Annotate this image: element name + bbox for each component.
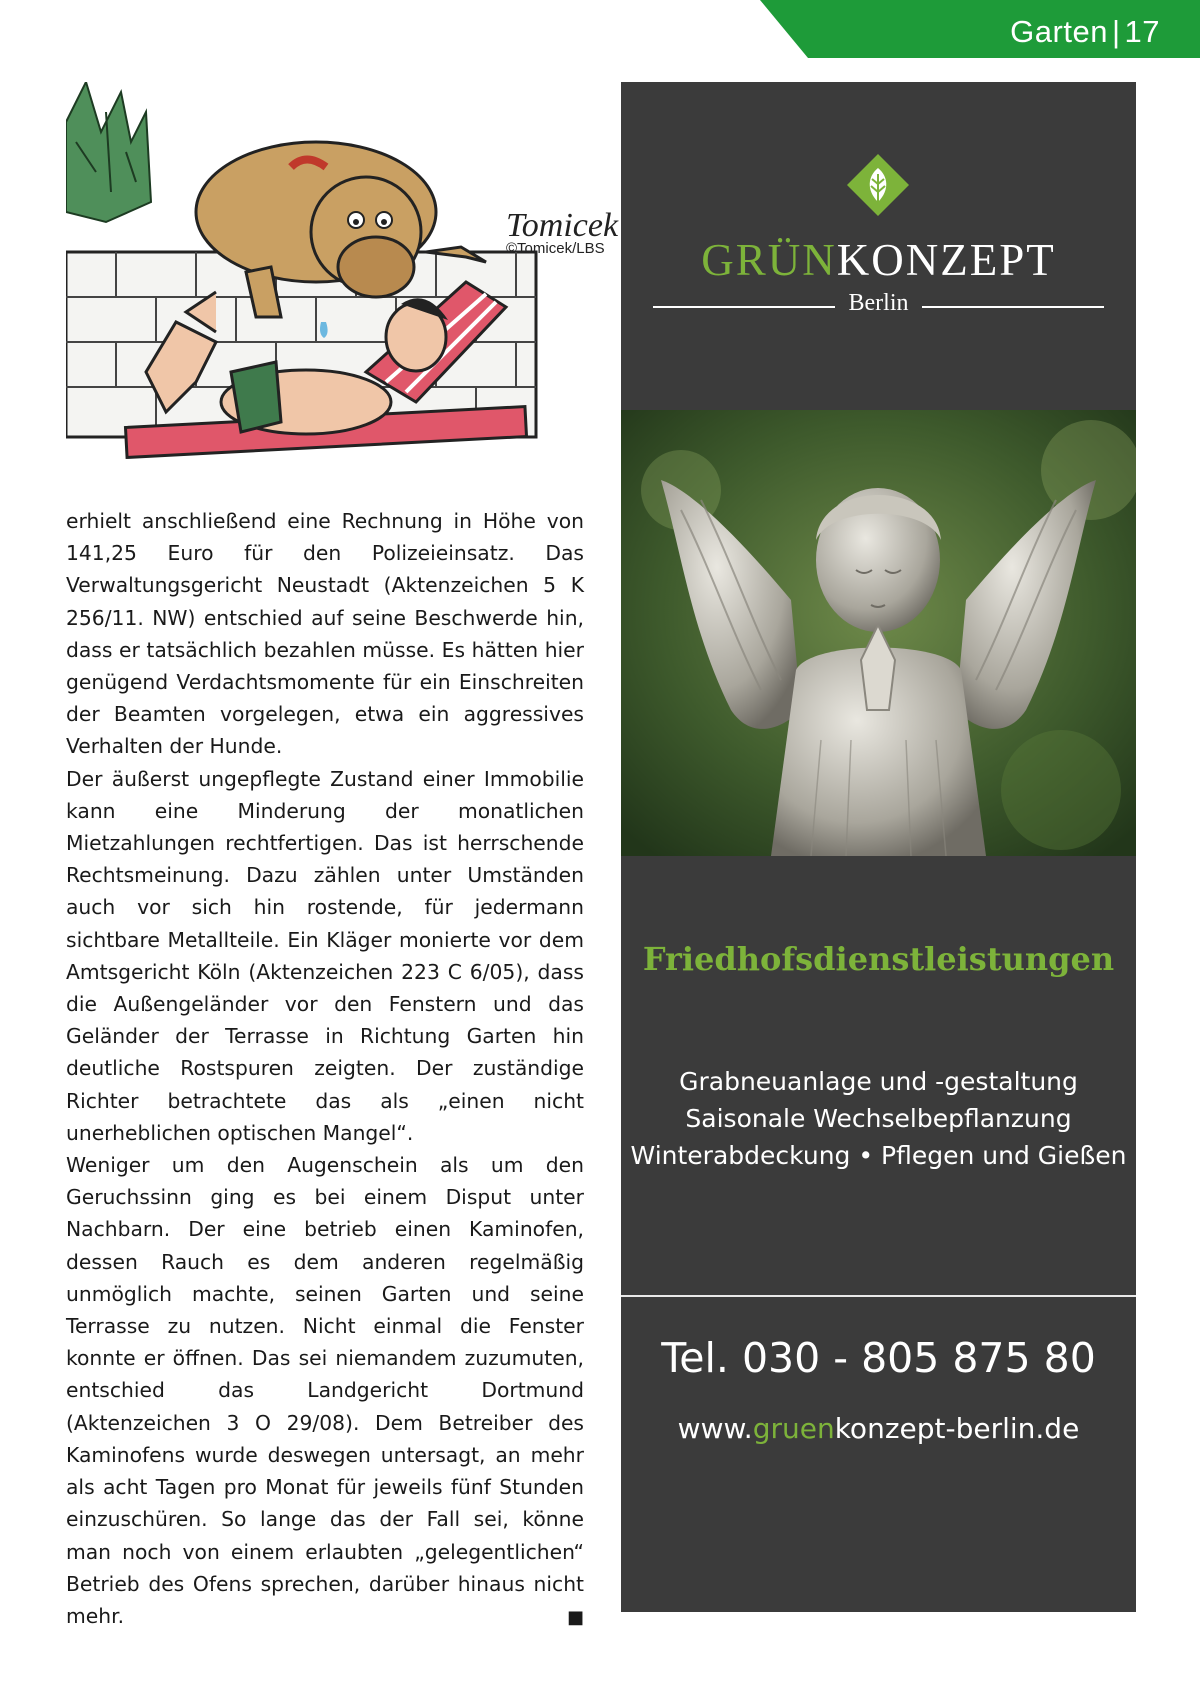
ad-headline: Friedhofsdienstleistungen	[642, 940, 1115, 978]
article-paragraph: Der äußerst ungepflegte Zustand einer Immobilie kann eine Minderung der monatlichen Mietzahlungen rechtfertigen. Das ist herrschende Rechtsmeinung. Dazu zählen unter Umständen auch vor sich hin rostende, für jedermann sichtbare Metallteile. Ein Kläger monierte vor dem Amtsgericht Köln (Aktenzeichen 223 C 6/05), dass die Außengeländer vor den Fenstern und das Geländer der Terrasse in Richtung Garten hin deutliche Rostspuren zeigten. Der zuständige Richter betrachtete das als „einen nicht unerheblichen optischen Mangel“.	[66, 766, 584, 1145]
section-header	[1010, 14, 1160, 50]
service-item: Winterabdeckung • Pflegen und Gießen	[630, 1141, 1127, 1170]
end-of-article-mark: ■	[566, 1606, 584, 1628]
website-url	[621, 1412, 1136, 1445]
brand-name-part1: GRÜN	[701, 235, 837, 285]
service-item: Grabneuanlage und -gestaltung	[679, 1067, 1078, 1096]
article-paragraph: erhielt anschließend eine Rechnung in Höhe von 141,25 Euro für den Polizeieinsatz. Das Verwaltungsgericht Neustadt (Aktenzeichen 5 K 256/11. NW) entschied auf seine Beschwerde hin, dass er tatsächlich bezahlen müsse. Es hätten hier genügend Verdachtsmomente für ein Einschreiten der Beamten vorgelegen, etwa ein aggressives Verhalten der Hunde.	[66, 509, 584, 759]
advertisement	[621, 82, 1136, 1612]
website-highlight: gruen	[752, 1412, 835, 1445]
page-number: 17	[1124, 14, 1160, 49]
article-body	[66, 505, 584, 1634]
website-suffix: konzept-berlin.de	[834, 1412, 1080, 1445]
section-separator: |	[1111, 14, 1121, 49]
brand-city: Berlin	[848, 290, 909, 316]
section-name: Garten	[1010, 14, 1108, 49]
brand-name	[621, 234, 1136, 286]
service-item: Saisonale Wechselbepflanzung	[685, 1104, 1072, 1133]
brand-city-row	[621, 290, 1136, 317]
phone-number: Tel. 030 - 805 875 80	[661, 1334, 1096, 1382]
article-paragraph-text: Weniger um den Augenschein als um den Geruchssinn ging es bei einem Disput unter Nachbarn. Der eine betrieb einen Kaminofen, dessen Rauch es dem anderen regelmäßig unmöglich machte, seinen Garten und seine Terrasse zu nutzen. Nicht einmal die Fenster konnte er öffnen. Das sei niemandem zuzumuten, entschied das Landgericht Dortmund (Aktenzeichen 3 O 29/08). Dem Betreiber des Kaminofens wurde deswegen untersagt, an mehr als acht Tagen pro Monat für jeweils fünf Stunden einzuschüren. So lange das der Fall sei, könne man noch von einem erlaubten „gelegentlichen“ Betrieb des Ofens sprechen, darüber hinaus nicht mehr.	[66, 1153, 584, 1628]
article-paragraph	[66, 1149, 584, 1632]
leaf-diamond-icon	[847, 154, 909, 216]
cartoon-illustration	[66, 82, 619, 487]
cartoon-signature: Tomicek	[506, 207, 619, 244]
divider-line-left	[653, 306, 835, 308]
divider-line-right	[922, 306, 1104, 308]
section-tab	[760, 0, 1200, 58]
angel-statue-photo	[621, 410, 1136, 856]
website-prefix: www.	[677, 1412, 753, 1445]
cartoon-credit: ©Tomicek/LBS	[506, 240, 605, 257]
brand-name-part2: KONZEPT	[836, 235, 1056, 285]
ad-divider	[621, 1295, 1136, 1297]
